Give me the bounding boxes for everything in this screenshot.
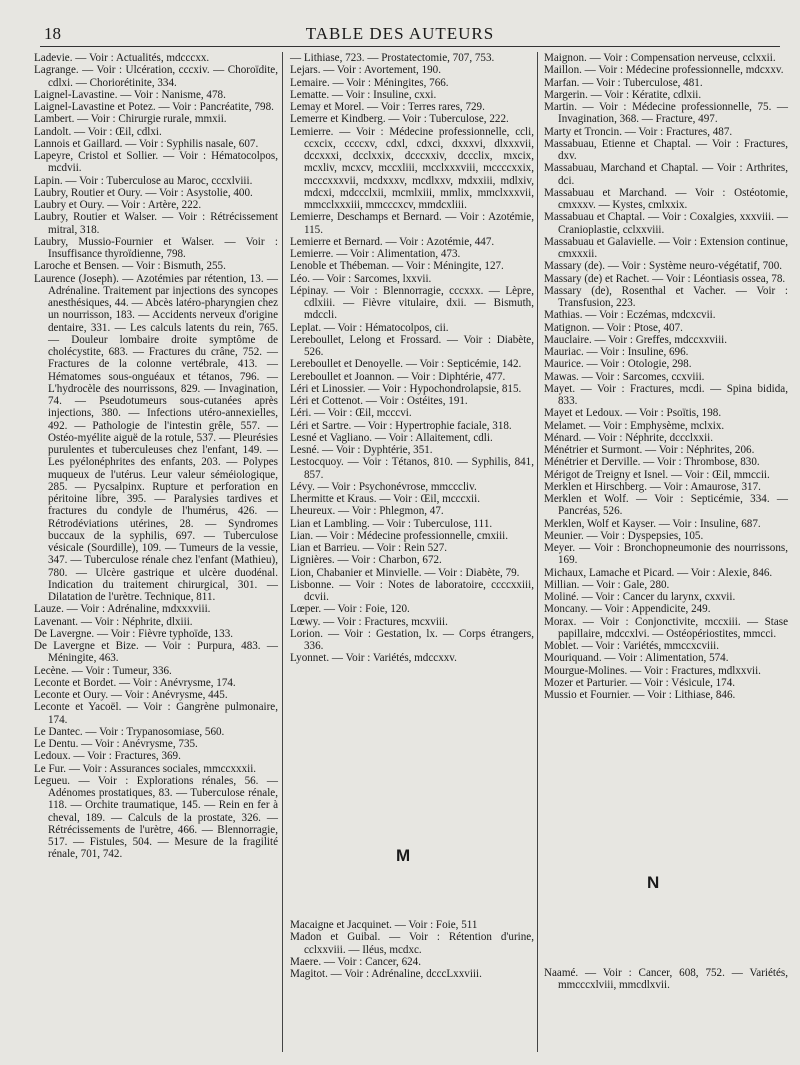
index-entry: Massabuau et Marchand. — Voir : Ostéotomie, cmxxxv. — Kystes, cmlxxix. [544,186,788,211]
index-entry: Le Dantec. — Voir : Trypanosomiase, 560. [34,725,225,738]
index-entry: Mérigot de Treigny et Isnel. — Voir : Œil, mmccii. [544,468,770,481]
index-entry: Laignel-Lavastine. — Voir : Nanisme, 478. [34,88,226,101]
index-entry: Mauriac. — Voir : Insuline, 696. [544,346,689,358]
index-entry: Lematte. — Voir : Insuline, cxxi. [290,88,437,101]
running-head-title: TABLE DES AUTEURS [305,24,495,43]
index-entry: Maignon. — Voir : Compensation nerveuse, cclxxii. [544,52,776,64]
index-entry: Ménétrier et Derville. — Voir : Thrombose, 830. [544,456,760,469]
index-column-2 [290,52,534,665]
index-entry: Léo. — Voir : Sarcomes, lxxvii. [290,272,432,285]
index-entry: Mawas. — Voir : Sarcomes, ccxviii. [544,370,705,383]
index-entry: Lignières. — Voir : Charbon, 672. [290,554,442,567]
index-entry: Leconte et Bordet. — Voir : Anévrysme, 174. [34,676,236,689]
index-entry: Macaigne et Jacquinet. — Voir : Foie, 511 [290,919,478,931]
index-entry: Lemierre. — Voir : Médecine professionnelle, ccli, ccxcix, ccccxv, cdxl, cdxci, dxxxvi, dlxxxvii, dccxxxi, dcclxxix, dcccxxiv, dccclix, mxcix, mcxliv, mcxcv, mccxliii, mcclxxxviii, mccccxxix, mcccxxxvii, mcdxxxv, mcdlxxv, mdxxiii, mdlxiv, mdcxi, mdccclxii, mcmlxiii, mmlix, mmclxxxvii, mmcclxxxiii, mmcccxcv, mmdcxliii. [290,125,534,211]
index-entry: Lannois et Gaillard. — Voir : Syphilis nasale, 607. [34,137,259,150]
index-entry: Leconte et Oury. — Voir : Anévrysme, 445. [34,689,228,701]
index-entry: Mozer et Parturier. — Voir : Vésicule, 174. [544,676,736,689]
index-entry: Le Dentu. — Voir : Anévrysme, 735. [34,738,198,750]
index-entry: Leconte et Yacoël. — Voir : Gangrène pulmonaire, 174. [34,701,278,726]
index-entry: Lagrange. — Voir : Ulcération, cccxiv. — Choroïdite, cdlxi. — Choriorétinite, 334. [34,64,278,89]
index-entry: Lemierre, Deschamps et Bernard. — Voir : Azotémie, 115. [290,211,534,236]
index-entry: Lheureux. — Voir : Phlegmon, 47. [290,505,444,518]
index-entry: Massabuau, Marchand et Chaptal. — Voir : Arthrites, dci. [544,162,788,187]
index-entry: Marfan. — Voir : Tuberculose, 481. [544,76,703,89]
index-entry: Meunier. — Voir : Dyspepsies, 105. [544,529,704,542]
page-number: 18 [44,24,61,43]
section-letter-n: N [647,873,660,892]
index-entry: Ménard. — Voir : Néphrite, dccclxxii. [544,431,714,444]
index-entry: Morax. — Voir : Conjonctivite, mccxiii. — Stase papillaire, mdccxlvi. — Ostéopériostites, mmcci. [544,615,788,640]
index-entry: Lambert. — Voir : Chirurgie rurale, mmxii. [34,113,227,126]
index-entry: Maurice. — Voir : Otologie, 298. [544,358,692,371]
index-entry: Massary (de) et Rachet. — Voir : Léontiasis ossea, 78. [544,272,786,285]
index-entry: Lemerre et Kindberg. — Voir : Tuberculose, 222. [290,113,509,126]
index-entry: Moliné. — Voir : Cancer du larynx, cxxvii. [544,591,736,603]
index-entry: Lian et Barrieu. — Voir : Rein 527. [290,542,448,554]
index-entry: Laurence (Joseph). — Azotémies par rétention, 13. — Adrénaline. Traitement par injections des syncopes anesthésiques, 44. — Abcès latéro-pharyngien chez un nourrisson, 183. — Accidents nerveux d'origine dentaire, 331. — Les calculs latents du rein, 765. — Douleur lombaire droite symptôme de cholécystite, 683. — Fractures du crâne, 752. — Fractures de la colonne vertébrale, 413. — Hématomes sous-onguéaux et tétanos, 796. — L'hydrocèle des nourrissons, 829. — Invagination, 74. — Pseudotumeurs sous-cutanées après injections, 380. — Infections utéro-annexielles, 492. — Pathologie de l'intestin grêle, 557. — Ostéo-myélite aiguë de la rotule, 537. — Pleurésies purulentes et tuberculeuses chez l'enfant, 149. — Les pyélonéphrites des enfants, 203. — Polypes muqueux de l'utérus. Leur valeur séméiologique, 285. — Pycsalpinx. Rupture et perforation en péritoine libre, 395. — Paralysies tardives et fractures du condyle de l'humérus, 426. — Rétrodéviations utérines, 28. — Syndromes buccaux de la syphilis, 697. — Tuberculose vésicale (Sourdille), 109. — Tumeurs de la vessie, 347. — Tuberculose rénale chez l'enfant (Mathieu), 780. — Ulcère gastrique et ulcère duodénal. Indication du traitement chirurgical, 301. — Dilatation de l'urètre. Technique, 811. [34,272,278,603]
index-entry: Lemierre. — Voir : Alimentation, 473. [290,248,461,260]
index-entry: Lereboullet, Lelong et Frossard. — Voir : Diabète, 526. [290,333,534,358]
index-column-1 [34,52,278,861]
index-entry: Mayet. — Voir : Fractures, mcdi. — Spina bidida, 833. [544,382,788,407]
index-entry: Mussio et Fournier. — Voir : Lithiase, 846. [544,689,736,701]
index-entry: Meyer. — Voir : Bronchopneumonie des nourrissons, 169. [544,542,788,567]
index-entry: Lian et Lambling. — Voir : Tuberculose, 111. [290,517,493,530]
section-letter-m: M [396,846,411,865]
index-entry: Lyonnet. — Voir : Variétés, mdccxxv. [290,652,457,665]
index-entry: Madon et Guibal. — Voir : Rétention d'urine, cclxxviii. — Iléus, mcdxc. [290,931,534,956]
index-entry: De Lavergne et Bize. — Voir : Purpura, 483. — Méningite, 463. [34,640,278,665]
index-entry: Naamé. — Voir : Cancer, 608, 752. — Variétés, mmcccxlviii, mmcdlxvii. [544,967,788,992]
index-entry: Massary (de). — Voir : Système neuro-végétatif, 700. [544,260,783,273]
index-entry: Mauclaire. — Voir : Greffes, mdccxxviii. [544,333,728,346]
index-entry: Lévy. — Voir : Psychonévrose, mmcccliv. [290,480,477,493]
index-entry: Mayet et Ledoux. — Voir : Psoïtis, 198. [544,407,722,420]
index-entry: Lépinay. — Voir : Blennorragie, cccxxx. — Lèpre, cdlxiii. — Fièvre vitulaire, dxii. — Bismuth, mdccli. [290,284,534,322]
index-entry: Merklen, Wolf et Kayser. — Voir : Insuline, 687. [544,517,761,530]
index-column-3 [544,52,788,701]
index-entry: Merklen et Hirschberg. — Voir : Amaurose, 317. [544,480,761,493]
index-entry: Margerin. — Voir : Kératite, cdlxii. [544,88,702,101]
index-entry: Lapin. — Voir : Tuberculose au Maroc, cccxlviii. [34,174,253,187]
index-entry: Melamet. — Voir : Emphysème, mclxix. [544,419,725,432]
index-entry: Lesné et Vagliano. — Voir : Allaitement, cdli. [290,431,493,444]
index-entry: Lian. — Voir : Médecine professionnelle, cmxiii. [290,529,509,542]
index-entry: Léri et Linossier. — Voir : Hypochondrolapsie, 815. [290,382,522,395]
index-entry: Merklen et Wolf. — Voir : Septicémie, 334. — Pancréas, 526. [544,493,788,518]
index-entry: Lisbonne. — Voir : Notes de laboratoire, ccccxxiii, dcvii. [290,578,534,603]
index-entry: Leplat. — Voir : Hématocolpos, cii. [290,321,449,334]
index-entry: Martin. — Voir : Médecine professionnelle, 75. — Invagination, 368. — Fracture, 497. [544,101,788,126]
index-entry: Lereboullet et Denoyelle. — Voir : Septicémie, 142. [290,358,522,371]
index-entry: Massabuau et Chaptal. — Voir : Coxalgies, xxxviii. — Cranioplastie, cclxxviii. [544,211,788,236]
index-entry: Maere. — Voir : Cancer, 624. [290,955,422,968]
n-section-entries [544,967,788,992]
index-entry: Lecène. — Voir : Tumeur, 336. [34,664,172,677]
header-rule [40,46,780,47]
index-entry: Laubry, Routier et Oury. — Voir : Asystolie, 400. [34,186,253,199]
column-divider [282,52,283,1052]
index-entry: Lhermitte et Kraus. — Voir : Œil, mcccxii. [290,493,480,505]
index-entry: Mathias. — Voir : Eczémas, mdcxcvii. [544,309,716,322]
index-entry: Lemay et Morel. — Voir : Terres rares, 729. [290,101,485,113]
index-entry: Laubry, Mussio-Fournier et Walser. — Voir : Insuffisance thyroïdienne, 798. [34,235,278,260]
index-entry: Marty et Troncin. — Voir : Fractures, 487. [544,125,733,138]
index-entry: Ledoux. — Voir : Fractures, 369. [34,750,181,763]
index-entry: Le Fur. — Voir : Assurances sociales, mmccxxxii. [34,762,257,775]
index-entry: Lenoble et Thébeman. — Voir : Méningite, 127. [290,260,504,273]
index-entry: Léri et Cottenot. — Voir : Ostéites, 191. [290,395,468,407]
index-entry: Ménétrier et Surmont. — Voir : Néphrites, 206. [544,444,755,456]
index-entry: Lejars. — Voir : Avortement, 190. [290,64,441,77]
index-entry: Moblet. — Voir : Variétés, mmccxcviii. [544,640,720,652]
index-entry: Magitot. — Voir : Adrénaline, dcccLxxviii. [290,968,482,980]
index-entry: Lauze. — Voir : Adrénaline, mdxxxviii. [34,603,211,616]
index-entry: Landolt. — Voir : Œil, cdlxi. [34,125,162,138]
index-entry: Massary (de), Rosenthal et Vacher. — Voir : Transfusion, 223. [544,284,788,309]
index-entry: Lœwy. — Voir : Fractures, mcxviii. [290,615,448,628]
index-entry: Michaux, Lamache et Picard. — Voir : Alexie, 846. [544,566,773,579]
index-entry: Lesné. — Voir : Dyphtérie, 351. [290,444,433,456]
index-entry: Mourgue-Molines. — Voir : Fractures, mdlxxvii. [544,664,761,677]
index-entry: Laignel-Lavastine et Potez. — Voir : Pancréatite, 798. [34,101,274,113]
index-entry: Maillon. — Voir : Médecine professionnelle, mdcxxv. [544,64,784,77]
index-entry: Laroche et Bensen. — Voir : Bismuth, 255. [34,260,226,273]
index-entry: Léri et Sartre. — Voir : Hypertrophie faciale, 318. [290,419,512,432]
index-entry: Massabuau et Galavielle. — Voir : Extension continue, cmxxxii. [544,235,788,260]
index-entry: Ladevie. — Voir : Actualités, mdcccxx. [34,52,210,64]
index-entry: De Lavergne. — Voir : Fièvre typhoïde, 133. [34,627,234,640]
index-entry: Laubry et Oury. — Voir : Artère, 222. [34,199,202,211]
index-entry: Matignon. — Voir : Ptose, 407. [544,321,683,334]
index-entry: Lœper. — Voir : Foie, 120. [290,603,410,616]
index-entry: Lavenant. — Voir : Néphrite, dlxiii. [34,615,193,628]
index-entry: Lemierre et Bernard. — Voir : Azotémie, 447. [290,235,495,248]
column-divider [537,52,538,1052]
index-entry: Massabuau, Etienne et Chaptal. — Voir : Fractures, dxv. [544,137,788,162]
index-entry: Lestocquoy. — Voir : Tétanos, 810. — Syphilis, 841, 857. [290,456,534,481]
index-entry: Lemaire. — Voir : Méningites, 766. [290,76,449,89]
index-entry: Lorion. — Voir : Gestation, lx. — Corps étrangers, 336. [290,627,534,652]
index-entry: Laubry, Routier et Walser. — Voir : Rétrécissement mitral, 318. [34,211,278,236]
index-entry: Lion, Chabanier et Minvielle. — Voir : Diabète, 79. [290,566,520,579]
index-entry: Legueu. — Voir : Explorations rénales, 56. — Adénomes prostatiques, 83. — Tuberculose rénale, 118. — Orchite traumatique, 145. — Rein en fer à cheval, 189. — Calculs de la prostate, 326. — Rétrécissements de l'urètre, 466. — Blennorragie, 517. — Fistules, 504. — Mesure de la fragilité rénale, 701, 742. [34,774,278,861]
index-entry: Lapeyre, Cristol et Sollier. — Voir : Hématocolpos, mcdvii. [34,150,278,175]
index-entry: Léri. — Voir : Œil, mcccvi. [290,407,412,420]
m-section-entries [290,919,534,980]
index-entry: Mouriquand. — Voir : Alimentation, 574. [544,652,729,665]
index-entry: — Lithiase, 723. — Prostatectomie, 707, 753. [290,52,495,64]
index-entry: Lereboullet et Joannon. — Voir : Diphtérie, 477. [290,370,506,383]
index-entry: Millian. — Voir : Gale, 280. [544,578,670,591]
index-entry: Moncany. — Voir : Appendicite, 249. [544,603,711,616]
